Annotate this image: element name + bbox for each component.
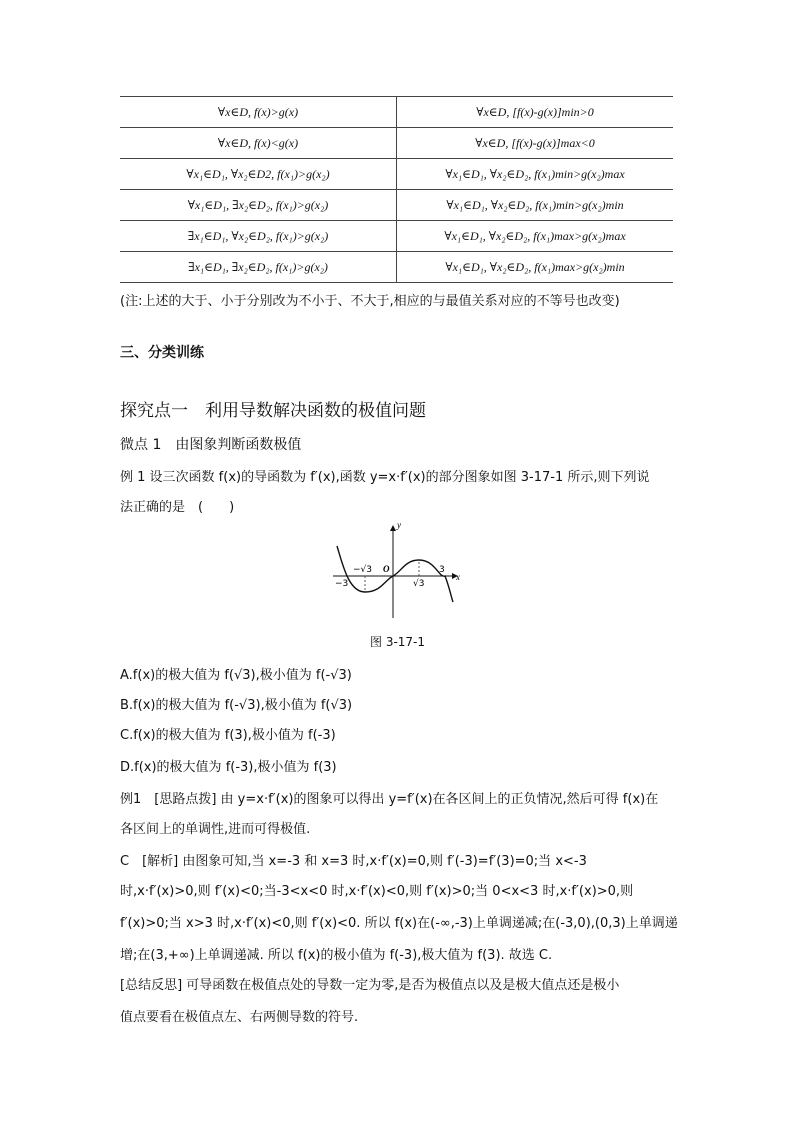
tick-label-neg-sqrt3: −√3	[353, 565, 373, 575]
analysis-line-2: 时,x·f′(x)>0,则 f′(x)<0;当-3<x<0 时,x·f′(x)<0,则 f′(x)>0;当 0<x<3 时,x·f′(x)>0,则	[120, 884, 634, 899]
option-a: A.f(x)的极大值为 f(√3),极小值为 f(-√3)	[120, 668, 352, 683]
example-text-line-2: 法正确的是 ( )	[120, 500, 235, 515]
table-row	[120, 221, 673, 252]
table-cell: ∀x∈D, f(x)>g(x)	[120, 97, 397, 128]
function-graph-figure	[325, 518, 475, 623]
table-cell: ∃x₁∈D₁, ∀x₂∈D₂, f(x₁)>g(x₂)	[120, 221, 397, 252]
table-cell: ∀x₁∈D₁, ∀x₂∈D2, f(x₁)>g(x₂)	[120, 159, 397, 190]
table-cell: ∀x₁∈D₁, ∀x₂∈D₂, f(x₁)max>g(x₂)max	[397, 221, 674, 252]
tick-label-neg3: −3	[335, 579, 349, 589]
origin-label: O	[383, 564, 390, 574]
summary-line-1: [总结反思] 可导函数在极值点处的导数一定为零,是否为极值点以及是极大值点还是极小	[120, 978, 620, 993]
table-row	[120, 252, 673, 283]
analysis-line-1: C [解析] 由图象可知,当 x=-3 和 x=3 时,x·f′(x)=0,则 f′(-3)=f′(3)=0;当 x<-3	[120, 854, 587, 869]
hint-line-1: 例1 [思路点拨] 由 y=x·f′(x)的图象可以得出 y=f′(x)在各区间上的正负情况,然后可得 f(x)在	[120, 792, 659, 807]
table-cell: ∀x∈D, [f(x)-g(x)]min>0	[397, 97, 674, 128]
x-axis-label: x	[456, 572, 460, 582]
summary-line-2: 值点要看在极值点左、右两侧导数的符号.	[120, 1010, 359, 1025]
point-title: 微点 1 由图象判断函数极值	[120, 437, 302, 453]
figure-caption: 图 3-17-1	[370, 635, 426, 649]
table-row	[120, 97, 673, 128]
analysis-line-3: f′(x)>0;当 x>3 时,x·f′(x)<0,则 f′(x)<0. 所以 f(x)在(-∞,-3)上单调递减;在(-3,0),(0,3)上单调递	[120, 916, 678, 931]
table-cell: ∃x₁∈D₁, ∃x₂∈D₂, f(x₁)>g(x₂)	[120, 252, 397, 283]
example-text-line-1: 例 1 设三次函数 f(x)的导函数为 f′(x),函数 y=x·f′(x)的部分图象如图 3-17-1 所示,则下列说	[120, 470, 650, 485]
subsection-title: 探究点一 利用导数解决函数的极值问题	[120, 401, 426, 421]
table-row	[120, 159, 673, 190]
condition-table	[120, 96, 673, 283]
table-cell: ∀x₁∈D₁, ∀x₂∈D₂, f(x₁)max>g(x₂)min	[397, 252, 674, 283]
tick-label-sqrt3: √3	[413, 579, 425, 589]
table-row	[120, 128, 673, 159]
option-b: B.f(x)的极大值为 f(-√3),极小值为 f(√3)	[120, 698, 353, 713]
table-cell: ∀x₁∈D₁, ∃x₂∈D₂, f(x₁)>g(x₂)	[120, 190, 397, 221]
table-row	[120, 190, 673, 221]
table-cell: ∀x∈D, f(x)<g(x)	[120, 128, 397, 159]
table-note: (注:上述的大于、小于分别改为不小于、不大于,相应的与最值关系对应的不等号也改变)	[120, 294, 620, 309]
option-d: D.f(x)的极大值为 f(-3),极小值为 f(3)	[120, 760, 337, 775]
y-axis-label: y	[397, 520, 401, 530]
table-cell: ∀x₁∈D₁, ∀x₂∈D₂, f(x₁)min>g(x₂)max	[397, 159, 674, 190]
hint-line-2: 各区间上的单调性,进而可得极值.	[120, 822, 311, 837]
analysis-line-4: 增;在(3,+∞)上单调递减. 所以 f(x)的极小值为 f(-3),极大值为 f(3). 故选 C.	[120, 948, 553, 963]
table-cell: ∀x∈D, [f(x)-g(x)]max<0	[397, 128, 674, 159]
option-c: C.f(x)的极大值为 f(3),极小值为 f(-3)	[120, 728, 336, 743]
table-cell: ∀x₁∈D₁, ∀x₂∈D₂, f(x₁)min>g(x₂)min	[397, 190, 674, 221]
section-title: 三、分类训练	[120, 345, 204, 361]
tick-label-3: 3	[439, 565, 445, 575]
